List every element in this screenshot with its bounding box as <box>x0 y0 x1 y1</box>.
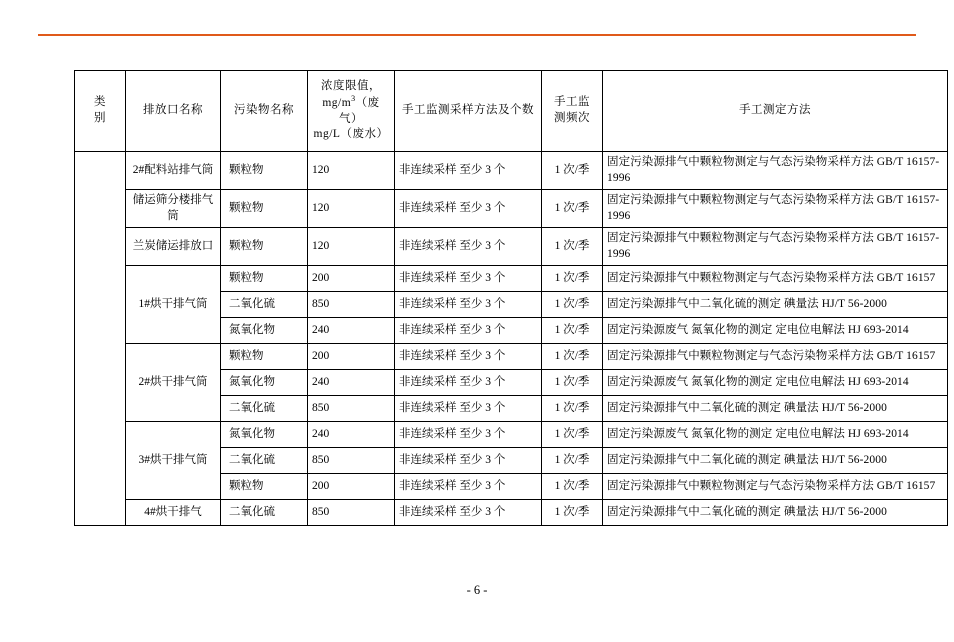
document-body <box>74 70 940 526</box>
cell-limit-value: 120 <box>308 228 395 266</box>
cell-pollutant: 颗粒物 <box>221 344 308 370</box>
cell-frequency: 1 次/季 <box>542 370 603 396</box>
cell-frequency: 1 次/季 <box>542 422 603 448</box>
cell-sampling-method: 非连续采样 至少 3 个 <box>395 448 542 474</box>
table-body <box>75 152 948 526</box>
cell-limit-value: 850 <box>308 292 395 318</box>
cell-frequency: 1 次/季 <box>542 318 603 344</box>
header-cell-sampling: 手工监测采样方法及个数 <box>395 71 542 152</box>
cell-limit-value: 200 <box>308 344 395 370</box>
header-limit-line2: $mg/m^3$（废气） <box>322 94 380 125</box>
cell-outlet-name: 2#配料站排气筒 <box>126 152 221 190</box>
cell-sampling-method: 非连续采样 至少 3 个 <box>395 500 542 526</box>
cell-measurement-method: 固定污染源排气中二氧化硫的测定 碘量法 HJ/T 56-2000 <box>603 292 948 318</box>
cell-category <box>75 152 126 526</box>
cell-pollutant: 颗粒物 <box>221 152 308 190</box>
cell-measurement-method: 固定污染源排气中二氧化硫的测定 碘量法 HJ/T 56-2000 <box>603 448 948 474</box>
cell-frequency: 1 次/季 <box>542 190 603 228</box>
cell-sampling-method: 非连续采样 至少 3 个 <box>395 474 542 500</box>
cell-sampling-method: 非连续采样 至少 3 个 <box>395 292 542 318</box>
header-cell-detail: 手工测定方法 <box>603 71 948 152</box>
cell-sampling-method: 非连续采样 至少 3 个 <box>395 190 542 228</box>
cell-measurement-method: 固定污染源废气 氮氧化物的测定 定电位电解法 HJ 693-2014 <box>603 370 948 396</box>
cell-sampling-method: 非连续采样 至少 3 个 <box>395 228 542 266</box>
header-cell-frequency: 手工监 测频次 <box>542 71 603 152</box>
cell-outlet-name: 2#烘干排气筒 <box>126 344 221 422</box>
cell-outlet-name: 储运筛分楼排气筒 <box>126 190 221 228</box>
cell-sampling-method: 非连续采样 至少 3 个 <box>395 344 542 370</box>
table-row <box>75 422 948 448</box>
cell-limit-value: 200 <box>308 266 395 292</box>
emission-monitoring-table <box>74 70 948 526</box>
cell-measurement-method: 固定污染源排气中颗粒物测定与气态污染物采样方法 GB/T 16157-1996 <box>603 228 948 266</box>
header-cell-category: 类 别 <box>75 71 126 152</box>
cell-measurement-method: 固定污染源排气中颗粒物测定与气态污染物采样方法 GB/T 16157-1996 <box>603 190 948 228</box>
cell-measurement-method: 固定污染源排气中二氧化硫的测定 碘量法 HJ/T 56-2000 <box>603 500 948 526</box>
cell-pollutant: 二氧化硫 <box>221 448 308 474</box>
cell-frequency: 1 次/季 <box>542 344 603 370</box>
cell-pollutant: 颗粒物 <box>221 228 308 266</box>
cell-limit-value: 240 <box>308 370 395 396</box>
table-header <box>75 71 948 152</box>
cell-measurement-method: 固定污染源废气 氮氧化物的测定 定电位电解法 HJ 693-2014 <box>603 422 948 448</box>
cell-limit-value: 120 <box>308 190 395 228</box>
cell-limit-value: 240 <box>308 422 395 448</box>
header-cell-pollutant: 污染物名称 <box>221 71 308 152</box>
cell-frequency: 1 次/季 <box>542 228 603 266</box>
cell-measurement-method: 固定污染源排气中二氧化硫的测定 碘量法 HJ/T 56-2000 <box>603 396 948 422</box>
cell-pollutant: 二氧化硫 <box>221 500 308 526</box>
cell-pollutant: 颗粒物 <box>221 474 308 500</box>
cell-outlet-name: 兰炭储运排放口 <box>126 228 221 266</box>
cell-measurement-method: 固定污染源排气中颗粒物测定与气态污染物采样方法 GB/T 16157-1996 <box>603 152 948 190</box>
cell-sampling-method: 非连续采样 至少 3 个 <box>395 370 542 396</box>
cell-outlet-name: 3#烘干排气筒 <box>126 422 221 500</box>
table-row <box>75 500 948 526</box>
cell-frequency: 1 次/季 <box>542 500 603 526</box>
cell-limit-value: 850 <box>308 500 395 526</box>
cell-outlet-name: 1#烘干排气筒 <box>126 266 221 344</box>
cell-measurement-method: 固定污染源废气 氮氧化物的测定 定电位电解法 HJ 693-2014 <box>603 318 948 344</box>
cell-limit-value: 240 <box>308 318 395 344</box>
table-row <box>75 152 948 190</box>
cell-limit-value: 850 <box>308 448 395 474</box>
cell-frequency: 1 次/季 <box>542 292 603 318</box>
header-limit-line3: mg/L（废水） <box>313 128 389 141</box>
cell-frequency: 1 次/季 <box>542 152 603 190</box>
table-header-row <box>75 71 948 152</box>
cell-sampling-method: 非连续采样 至少 3 个 <box>395 266 542 292</box>
cell-pollutant: 二氧化硫 <box>221 396 308 422</box>
header-cell-outlet: 排放口名称 <box>126 71 221 152</box>
cell-frequency: 1 次/季 <box>542 396 603 422</box>
cell-pollutant: 颗粒物 <box>221 190 308 228</box>
cell-measurement-method: 固定污染源排气中颗粒物测定与气态污染物采样方法 GB/T 16157 <box>603 344 948 370</box>
cell-outlet-name: 4#烘干排气 <box>126 500 221 526</box>
cell-frequency: 1 次/季 <box>542 448 603 474</box>
cell-measurement-method: 固定污染源排气中颗粒物测定与气态污染物采样方法 GB/T 16157 <box>603 266 948 292</box>
cell-sampling-method: 非连续采样 至少 3 个 <box>395 318 542 344</box>
cell-frequency: 1 次/季 <box>542 266 603 292</box>
table-row <box>75 344 948 370</box>
cell-frequency: 1 次/季 <box>542 474 603 500</box>
table-row <box>75 228 948 266</box>
cell-sampling-method: 非连续采样 至少 3 个 <box>395 396 542 422</box>
cell-pollutant: 二氧化硫 <box>221 292 308 318</box>
cell-pollutant: 氮氧化物 <box>221 318 308 344</box>
cell-measurement-method: 固定污染源排气中颗粒物测定与气态污染物采样方法 GB/T 16157 <box>603 474 948 500</box>
header-accent-rule <box>38 34 916 36</box>
cell-limit-value: 120 <box>308 152 395 190</box>
cell-limit-value: 200 <box>308 474 395 500</box>
cell-sampling-method: 非连续采样 至少 3 个 <box>395 422 542 448</box>
cell-limit-value: 850 <box>308 396 395 422</box>
table-row <box>75 266 948 292</box>
cell-pollutant: 氮氧化物 <box>221 422 308 448</box>
header-cell-limit <box>308 71 395 152</box>
header-limit-line1: 浓度限值， <box>321 80 381 93</box>
cell-pollutant: 颗粒物 <box>221 266 308 292</box>
cell-sampling-method: 非连续采样 至少 3 个 <box>395 152 542 190</box>
page-number: - 6 - <box>466 583 488 597</box>
cell-pollutant: 氮氧化物 <box>221 370 308 396</box>
table-row <box>75 190 948 228</box>
